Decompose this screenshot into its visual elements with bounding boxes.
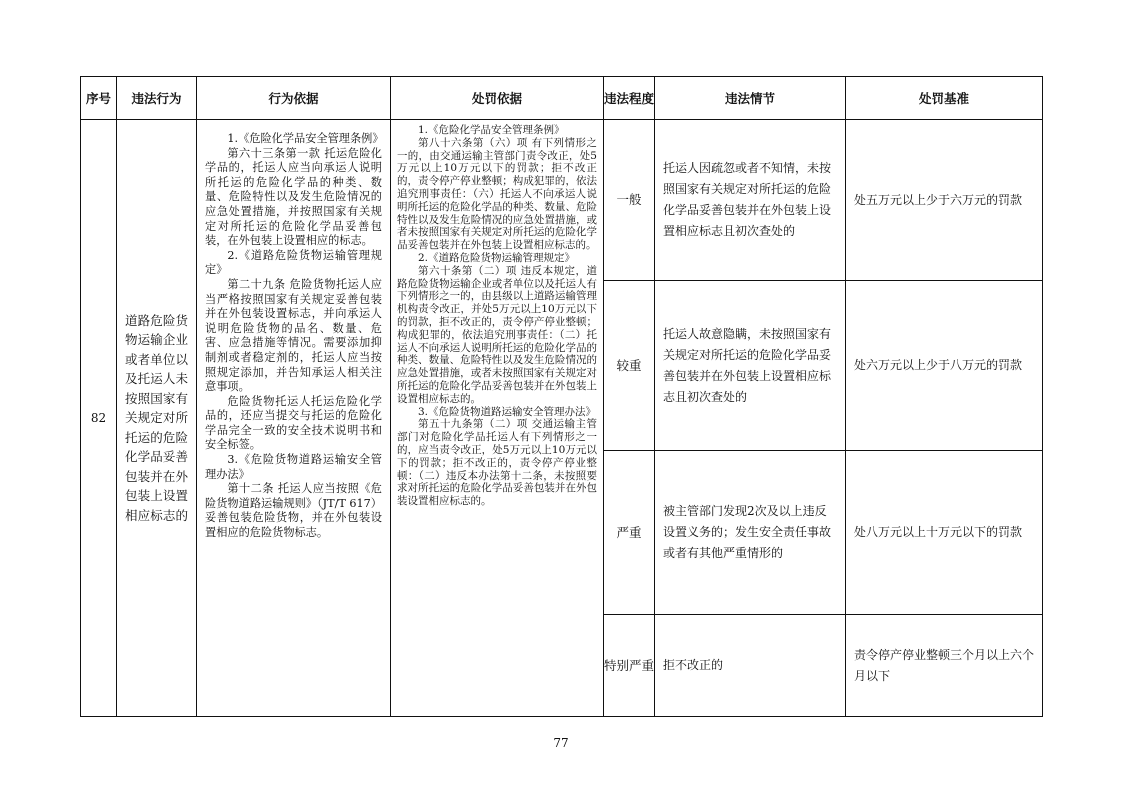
penalty-paragraph: 1.《危险化学品安全管理条例》 — [418, 124, 565, 136]
header-standard: 处罚基准 — [846, 77, 1043, 120]
degree-severe: 严重 — [604, 451, 655, 615]
header-basis: 行为依据 — [197, 77, 391, 120]
header-degree: 违法程度 — [604, 77, 655, 120]
degree-especially-severe: 特别严重 — [604, 615, 655, 717]
standard-especially-severe: 责令停产停业整顿三个月以上六个月以下 — [846, 615, 1043, 717]
standard-serious: 处六万元以上少于八万元的罚款 — [846, 281, 1043, 451]
penalty-paragraph: 第八十六条第（六）项 有下列情形之一的，由交通运输主管部门责令改正，处5万元以上10万元以下的罚款；拒不改正的，责令停产停业整顿；构成犯罪的，依法追究刑事责任：（六）托运人不向承运人说明所托运的危险化学品的种类、数量、危险特性以及发生危险情况的应急处置措施，或者未按照国家有关规定对所托运的危险化学品妥善包装并在外包装上设置相应标志的。 — [397, 136, 597, 252]
penalty-standard-table — [80, 76, 1043, 717]
header-seq: 序号 — [81, 77, 117, 120]
basis-paragraph: 1.《危险化学品安全管理条例》 — [227, 132, 384, 145]
basis-paragraph: 第二十九条 危险货物托运人应当严格按照国家有关规定妥善包装并在外包装设置标志，并向承运人说明危险货物的品名、数量、危害、应急措施等情况。需要添加抑制剂或者稳定剂的，托运人应当按照规定添加，并告知承运人相关注意事项。 — [205, 277, 382, 394]
situation-especially-severe: 拒不改正的 — [655, 615, 846, 717]
header-situation: 违法情节 — [655, 77, 846, 120]
row-basis — [197, 120, 391, 717]
row-behavior: 道路危险货物运输企业或者单位以及托运人未按照国家有关规定对所托运的危险化学品妥善包装并在外包装上设置相应标志的 — [117, 120, 197, 717]
situation-severe: 被主管部门发现2次及以上违反设置义务的；发生安全责任事故或者有其他严重情形的 — [655, 451, 846, 615]
situation-serious: 托运人故意隐瞒，未按照国家有关规定对所托运的危险化学品妥善包装并在外包装上设置相应标志且初次查处的 — [655, 281, 846, 451]
degree-serious: 较重 — [604, 281, 655, 451]
penalty-paragraph: 3.《危险货物道路运输安全管理办法》 — [418, 405, 597, 418]
basis-paragraph: 第十二条 托运人应当按照《危险货物道路运输规则》（JT/T 617）妥善包装危险货物，并在外包装设置相应的危险货物标志。 — [205, 482, 382, 540]
table-row — [81, 120, 1043, 281]
basis-paragraph: 危险货物托运人托运危险化学品的，还应当提交与托运的危险化学品完全一致的安全技术说明书和安全标签。 — [205, 394, 382, 452]
row-seq: 82 — [81, 120, 117, 717]
header-behavior: 违法行为 — [117, 77, 197, 120]
basis-paragraph: 2.《道路危险货物运输管理规定》 — [205, 248, 382, 277]
standard-severe: 处八万元以上十万元以下的罚款 — [846, 451, 1043, 615]
basis-paragraph: 第六十三条第一款 托运危险化学品的，托运人应当向承运人说明所托运的危险化学品的种类、数量、危险特性以及发生危险情况的应急处置措施，并按照国家有关规定对所托运的危险化学品妥善包装，在外包装上设置相应的标志。 — [205, 146, 382, 248]
header-penalty-basis: 处罚依据 — [391, 77, 604, 120]
basis-paragraph: 3.《危险货物道路运输安全管理办法》 — [205, 453, 382, 481]
degree-general: 一般 — [604, 120, 655, 281]
situation-general: 托运人因疏忽或者不知情，未按照国家有关规定对所托运的危险化学品妥善包装并在外包装上设置相应标志且初次查处的 — [655, 120, 846, 281]
penalty-paragraph: 第六十条第（二）项 违反本规定，道路危险货物运输企业或者单位以及托运人有下列情形之一的，由县级以上道路运输管理机构责令改正，并处5万元以上10万元以下的罚款，拒不改正的，责令停产停业整顿；构成犯罪的，依法追究刑事责任：（二）托运人不向承运人说明所托运的危险化学品的种类、数量、危险特性以及发生危险情况的应急处置措施，或者未按照国家有关规定对所托运的危险化学品妥善包装并在外包装上设置相应标志的。 — [397, 264, 597, 405]
penalty-paragraph: 2.《道路危险货物运输管理规定》 — [418, 251, 576, 264]
page-number: 77 — [553, 736, 569, 750]
penalty-paragraph: 第五十九条第（二）项 交通运输主管部门对危险化学品托运人有下列情形之一的，应当责令改正，处5万元以上10万元以下的罚款；拒不改正的，责令停产停业整顿：（二）违反本办法第十二条，未按照要求对所托运的危险化学品妥善包装并在外包装设置相应标志的。 — [397, 418, 597, 508]
row-penalty-basis — [391, 120, 604, 717]
standard-general: 处五万元以上少于六万元的罚款 — [846, 120, 1043, 281]
